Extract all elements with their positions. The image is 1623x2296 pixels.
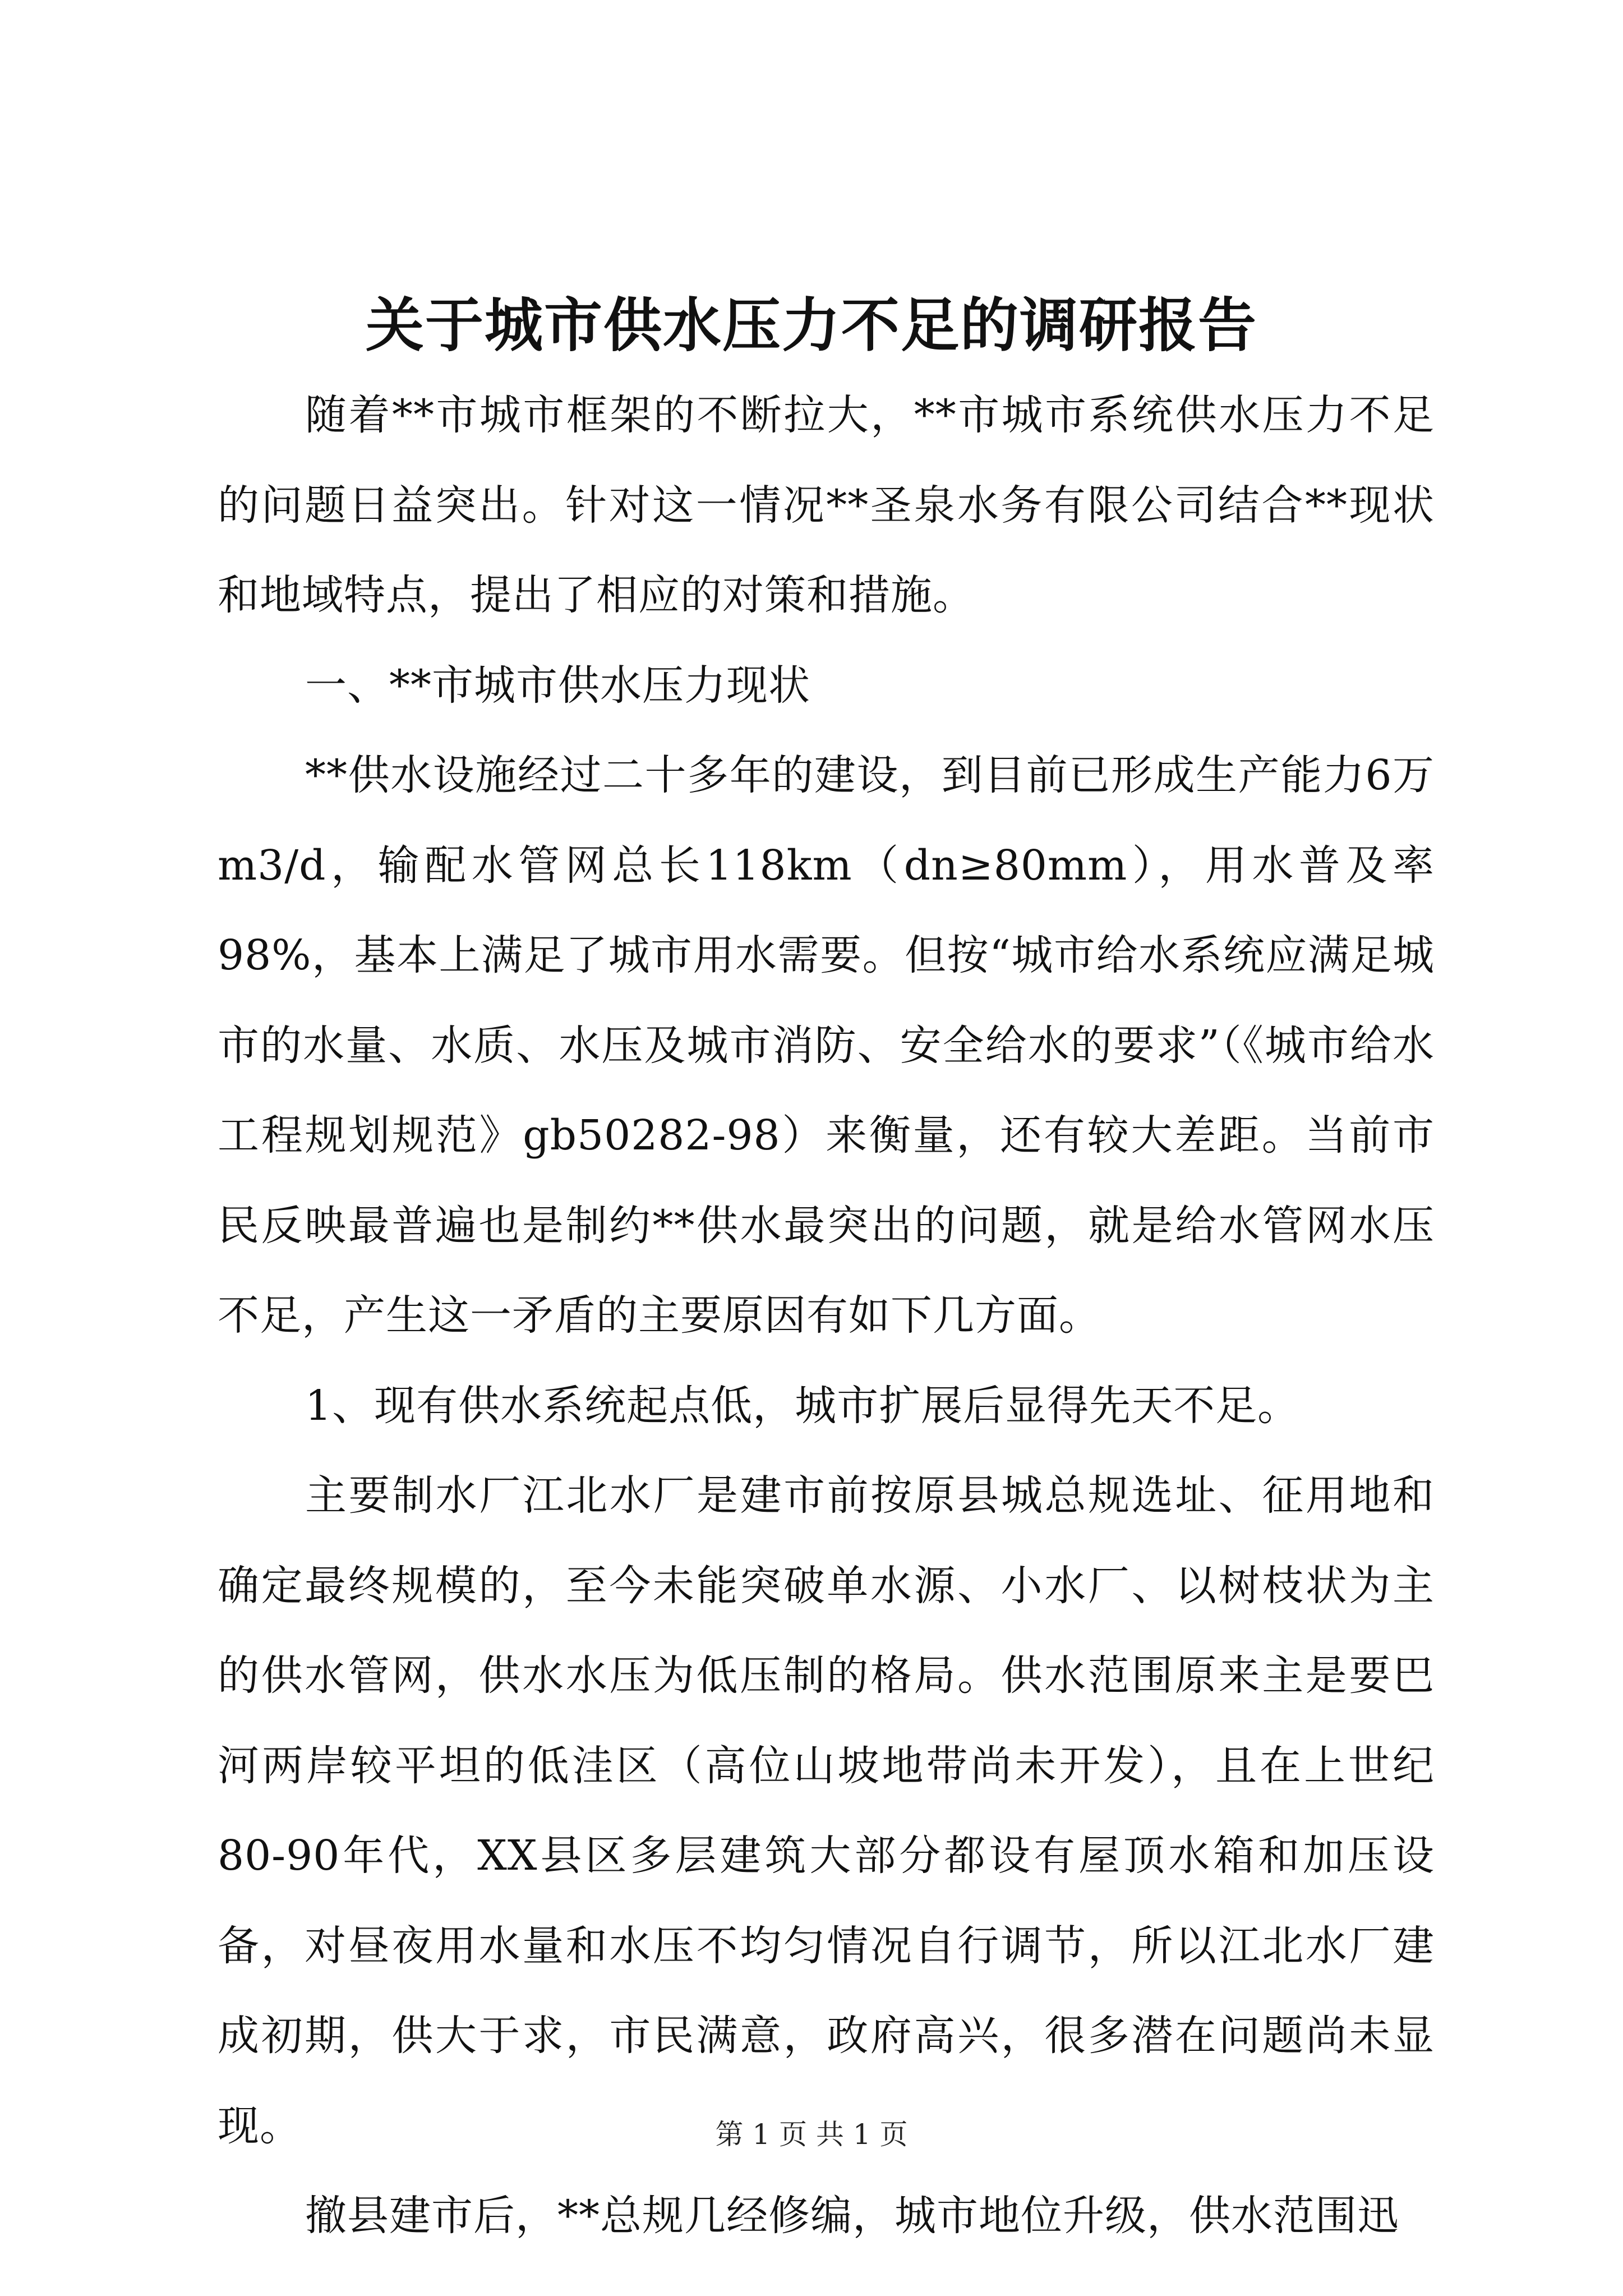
section-heading-1: 一、**市城市供水压力现状 [305,661,810,710]
paragraph-intro: 随着**市城市框架的不断拉大，**市城市系统供水压力不足的问题日益突出。针对这一情况**圣泉水务有限公司结合**现状和地域特点，提出了相应的对策和措施。 [218,391,1435,619]
document-title: 关于城市供水压力不足的调研报告 [365,291,1257,360]
page-footer: 第 1 页 共 1 页 [715,2118,908,2151]
paragraph-status: **供水设施经过二十多年的建设，到目前已形成生产能力6万m3/d，输配水管网总长118km（dn≥80mm），用水普及率98%，基本上满足了城市用水需要。但按“城市给水系统应满足城市的水量、水质、水压及城市消防、安全给水的要求”（《城市给水工程规划规范》gb50282-98）来衡量，还有较大差距。当前市民反映最普遍也是制约**供水最突出的问题，就是给水管网水压不足，产生这一矛盾的主要原因有如下几方面。 [218,751,1435,1340]
paragraph-water-plant: 主要制水厂江北水厂是建市前按原县城总规选址、征用地和确定最终规模的，至今未能突破单水源、小水厂、以树枝状为主的供水管网，供水水压为低压制的格局。供水范围原来主是要巴河两岸较平坦的低洼区（高位山坡地带尚未开发），且在上世纪80-90年代，XX县区多层建筑大部分都设有屋顶水箱和加压设备，对昼夜用水量和水压不均匀情况自行调节，所以江北水厂建成初期，供大于求，市民满意，政府高兴，很多潜在问题尚未显现。 [218,1471,1435,2150]
document-body [218,370,1435,2261]
paragraph-city-upgrade: 撤县建市后，**总规几经修编，城市地位升级，供水范围迅 [305,2192,1399,2240]
subsection-heading-1: 1、现有供水系统起点低，城市扩展后显得先天不足。 [305,1381,1300,1430]
